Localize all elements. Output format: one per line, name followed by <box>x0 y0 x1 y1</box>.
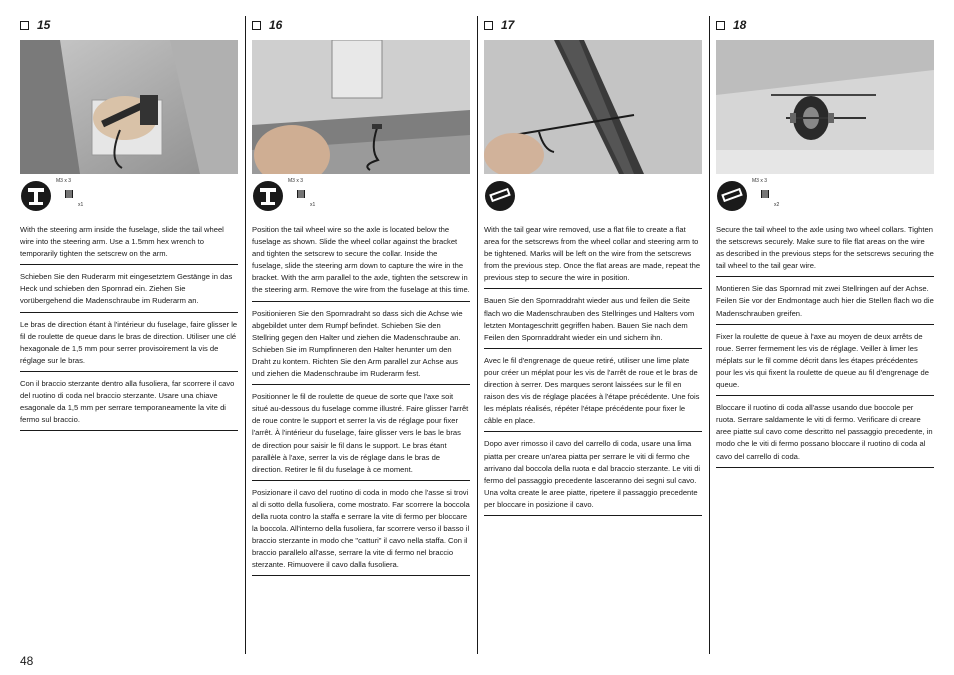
column-divider <box>709 16 710 654</box>
setscrew-icon <box>761 190 769 198</box>
instruction-french: Avec le fil d'engrenage de queue retiré, utiliser une lime plate pour créer un méplat pour les vis de l'arrêt de roue et le bras de direction à serrer. Des marques seront laissées sur le fil en raison des vis de réglage placées à l'étape précédente. Une fois les méplats réalisés, répéter l'étape précédente pour fixer le câble en place. <box>484 352 702 433</box>
parts-callout <box>484 178 702 218</box>
instruction-german: Positionieren Sie den Spornradraht so dass sich die Achse wie abgebildet unter dem Rumpf befindet. Schieben Sie den Stellring gegen den Halter und ziehen die Madenschraube an. Schieben Sie im Rumpfinneren den Halter herunter um den Draht zu kontern. Richten Sie den Arm parallel zur Achse aus und ziehen die Madenschraube im Ruderarm fest. <box>252 305 470 386</box>
instruction-french: Le bras de direction étant à l'intérieur du fuselage, faire glisser le fil de roulette de queue dans le bras de direction. Utiliser une clé hexagonale de 1,5 mm pour serrer provisoirement la vis de réglage sur le bras. <box>20 316 238 372</box>
page-number: 48 <box>20 654 34 668</box>
step-photo <box>716 40 934 174</box>
step-photo <box>484 40 702 174</box>
instruction-french: Positionner le fil de roulette de queue de sorte que l'axe soit situé au-dessous du fuselage comme illustré. Faire glisser l'arrêt de roue contre le support et serrer la vis de réglage pour fixer l'arrêt. À l'intérieur du fuselage, faire glisser vers le bas le bras de direction pour saisir le fil dans le support. Le bras étant parallèle à l'axe, serrer la vis de réglage dans le bras de direction. Retirer le fil du fuselage à ce moment. <box>252 388 470 481</box>
step-17-column <box>484 16 702 516</box>
part-quantity: x2 <box>774 202 780 208</box>
step-header <box>484 16 702 34</box>
fuselage-part-icon <box>252 180 284 212</box>
step-18-column <box>716 16 934 468</box>
step-15-column <box>20 16 238 431</box>
step-16-column <box>252 16 470 576</box>
step-number: 15 <box>37 18 51 32</box>
checkbox-icon[interactable] <box>716 21 725 30</box>
parts-callout <box>716 178 934 218</box>
instruction-german: Schieben Sie den Ruderarm mit eingesetztem Gestänge in das Heck und schieben den Spornrad ein. Ziehen Sie vorübergehend die Madenschraube im Ruderarm an. <box>20 268 238 312</box>
checkbox-icon[interactable] <box>484 21 493 30</box>
instruction-german: Bauen Sie den Spornraddraht wieder aus und feilen die Seite flach wo die Madenschrauben des Stellringes und Halters vom letzten Montageschritt gegriffen haben. Bauen Sie nach dem Feilen den Spornraddraht wieder ein und sichern ihn. <box>484 292 702 348</box>
instruction-english: Position the tail wheel wire so the axle is located below the fuselage as shown. Slide the wheel collar against the bracket and tighten the setscrew to secure the collar. Inside the fuselage, slide the steering arm down to capture the wire in the bracket. With the arm parallel to the axle, tighten the setscrew in the steering arm. Remove the wire from the fuselage at this time. <box>252 221 470 302</box>
instruction-english: With the steering arm inside the fuselage, slide the tail wheel wire into the steering arm. Use a 1.5mm hex wrench to temporarily tighten the setscrew on the arm. <box>20 221 238 265</box>
step-header <box>20 16 238 34</box>
parts-callout <box>20 178 238 218</box>
instruction-italian: Con il braccio sterzante dentro alla fusoliera, far scorrere il cavo del ruotino di coda nel braccio sterzante. Usare una chiave esagonale da 1,5 mm per serrare temporaneamente la vite di fermo sul braccio. <box>20 375 238 431</box>
part-quantity: x1 <box>310 202 316 208</box>
part-quantity: x1 <box>78 202 84 208</box>
instruction-german: Montieren Sie das Spornrad mit zwei Stellringen auf der Achse. Feilen Sie vor der Endmontage auch hier die Stellen flach wo die Madenschrauben greifen. <box>716 280 934 324</box>
step-photo <box>20 40 238 174</box>
instruction-italian: Dopo aver rimosso il cavo del carrello di coda, usare una lima piatta per creare un'area piatta per serrare le viti di fermo che arrivano dal boccola della ruota e dal braccio sterzante. Le viti di fermo del passaggio precedente lasceranno dei segni sul cavo. Una volta create le aree piatte, ripetere il passaggio precedente per bloccare in posizione il cavo. <box>484 435 702 516</box>
step-number: 16 <box>269 18 283 32</box>
column-divider <box>477 16 478 654</box>
part-label: M3 x 3 <box>752 178 768 184</box>
part-label: M3 x 3 <box>56 178 72 184</box>
parts-callout <box>252 178 470 218</box>
file-tool-icon <box>716 180 748 212</box>
setscrew-icon <box>65 190 73 198</box>
checkbox-icon[interactable] <box>252 21 261 30</box>
instruction-english: With the tail gear wire removed, use a flat file to create a flat area for the setscrews from the wheel collar and steering arm to be tightened. Marks will be left on the wire from the setscrews from the previous step. Once the flat areas are made, repeat the previous step to secure the wire in position. <box>484 221 702 289</box>
step-photo <box>252 40 470 174</box>
part-label: M3 x 3 <box>288 178 304 184</box>
column-divider <box>245 16 246 654</box>
step-header <box>252 16 470 34</box>
instruction-italian: Bloccare il ruotino di coda all'asse usando due boccole per ruota. Serrare saldamente le viti di fermo. Verificare di creare aree piatte sul cavo come descritto nel passaggio precedente, in modo che le viti di fermo possano bloccare il ruotino di coda al cavo del carrello di coda. <box>716 399 934 467</box>
file-tool-icon <box>484 180 516 212</box>
fuselage-part-icon <box>20 180 52 212</box>
setscrew-icon <box>297 190 305 198</box>
step-header <box>716 16 934 34</box>
checkbox-icon[interactable] <box>20 21 29 30</box>
instruction-english: Secure the tail wheel to the axle using two wheel collars. Tighten the setscrews securely. Make sure to file flat areas on the wire as described in the previous steps for the setscrews securing the tail wheel to the tail gear wire. <box>716 221 934 277</box>
step-number: 18 <box>733 18 747 32</box>
instruction-french: Fixer la roulette de queue à l'axe au moyen de deux arrêts de roue. Serrer fermement les vis de réglage. Veiller à limer les méplats sur le fil comme décrit dans les étapes précédentes pour les vis qui fixent la roulette de queue au fil d'engrenage de queue. <box>716 328 934 396</box>
instruction-italian: Posizionare il cavo del ruotino di coda in modo che l'asse si trovi al di sotto della fusoliera, come mostrato. Far scorrere la boccola della ruota contro la staffa e serrare la vite di fermo per bloccare la boccola. All'interno della fusoliera, far scorrere verso il basso il braccio sterzante in modo che "catturi" il cavo nella staffa. Con il braccio parallelo all'asse, serrare la vite di fermo nel braccio sterzante. Rimuovere il cavo dalla fusoliera. <box>252 484 470 577</box>
step-number: 17 <box>501 18 515 32</box>
